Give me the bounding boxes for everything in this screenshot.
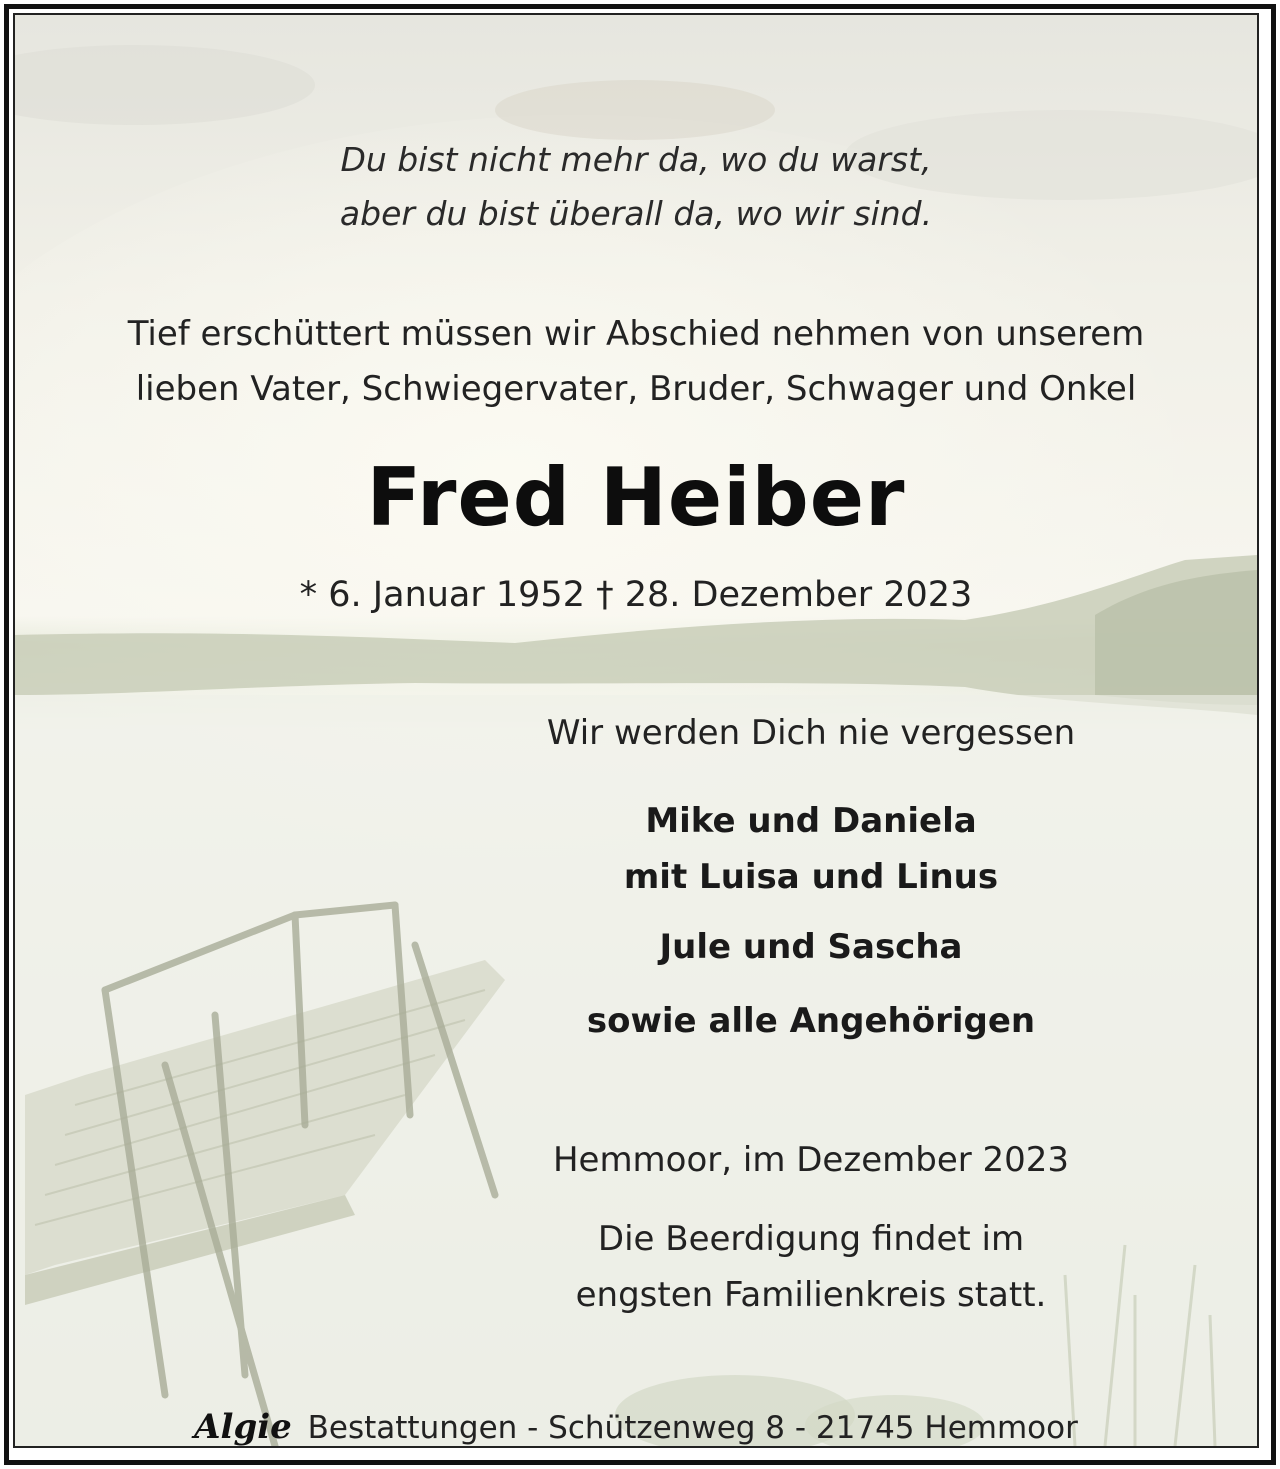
funeral-notice: [511, 1211, 1111, 1323]
mourner-line-2: mit Luisa und Linus: [623, 857, 999, 897]
intro-line-2: lieben Vater, Schwiegervater, Bruder, Schwager und Onkel: [135, 369, 1137, 409]
deceased-name: Fred Heiber: [366, 451, 906, 544]
funeral-line-1: Die Beerdigung findet im: [597, 1219, 1025, 1259]
announcement-intro: [15, 307, 1257, 417]
place-and-date: Hemmoor, im Dezember 2023: [552, 1140, 1070, 1180]
quote-line-2: aber du bist überall da, wo wir sind.: [339, 194, 933, 233]
funeral-line-2: engsten Familienkreis statt.: [575, 1275, 1047, 1315]
intro-line-1: Tief erschüttert müssen wir Abschied nehmen von unserem: [127, 314, 1145, 354]
quote-line-1: Du bist nicht mehr da, wo du warst,: [340, 140, 932, 179]
funeral-home-footer: [15, 1407, 1257, 1447]
funeral-home-logo: Algie: [194, 1407, 292, 1447]
mourners-group-1: [511, 793, 1111, 905]
remember-line: Wir werden Dich nie vergessen: [546, 713, 1076, 753]
mourner-line-1: Mike und Daniela: [645, 801, 977, 841]
obituary-card: [13, 13, 1259, 1448]
mourner-line-3: Jule und Sascha: [659, 927, 963, 967]
mourner-line-4: sowie alle Angehörigen: [586, 1001, 1036, 1041]
life-dates: * 6. Januar 1952 † 28. Dezember 2023: [299, 575, 973, 615]
funeral-home-address: Bestattungen - Schützenweg 8 - 21745 Hemmoor: [307, 1410, 1078, 1446]
memorial-quote: [15, 133, 1257, 241]
